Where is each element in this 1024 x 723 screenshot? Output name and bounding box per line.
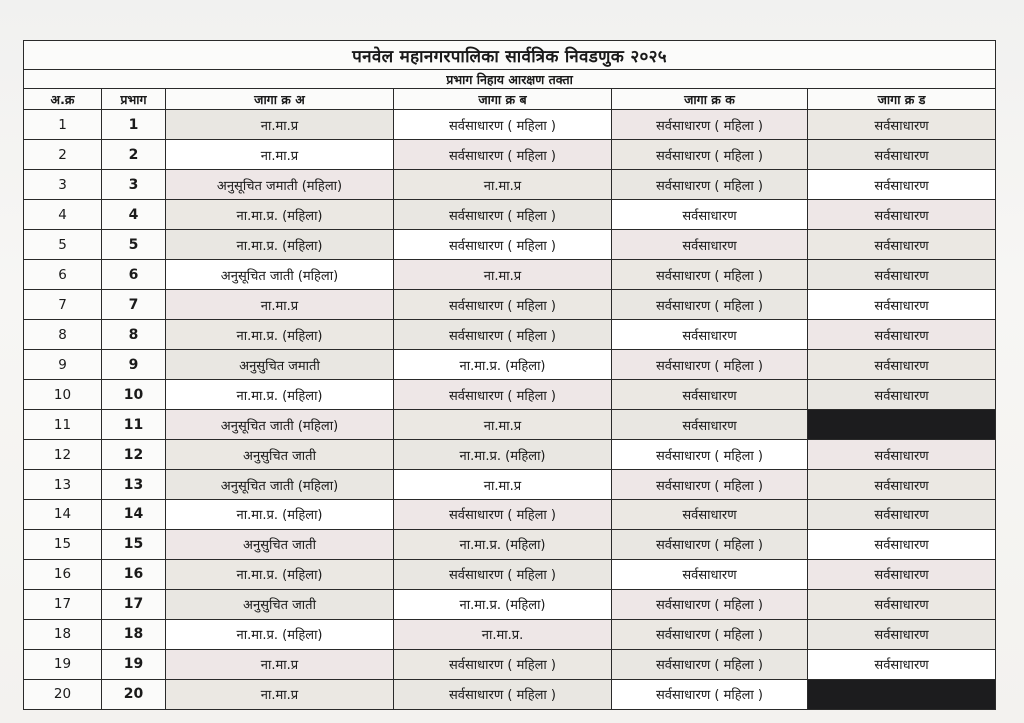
table-row xyxy=(24,500,996,530)
cell-seat-a: ना.मा.प्र xyxy=(166,110,394,140)
column-header-ward: प्रभाग xyxy=(102,89,166,110)
cell-seat-a: ना.मा.प्र. (महिला) xyxy=(166,500,394,530)
table-row xyxy=(24,200,996,230)
cell-seat-b: सर्वसाधारण ( महिला ) xyxy=(394,140,612,170)
cell-serial: 17 xyxy=(24,589,102,619)
cell-seat-a: अनुसुचित जाती xyxy=(166,589,394,619)
cell-serial: 1 xyxy=(24,110,102,140)
cell-seat-a: ना.मा.प्र. (महिला) xyxy=(166,230,394,260)
cell-serial: 6 xyxy=(24,260,102,290)
table-row xyxy=(24,230,996,260)
cell-ward: 18 xyxy=(102,619,166,649)
cell-serial: 20 xyxy=(24,679,102,709)
column-header-seat-d: जागा क्र ड xyxy=(808,89,996,110)
cell-seat-b: सर्वसाधारण ( महिला ) xyxy=(394,679,612,709)
cell-serial: 8 xyxy=(24,320,102,350)
cell-seat-a: ना.मा.प्र. (महिला) xyxy=(166,380,394,410)
cell-serial: 3 xyxy=(24,170,102,200)
table-row xyxy=(24,679,996,709)
cell-seat-c: सर्वसाधारण ( महिला ) xyxy=(612,470,808,500)
column-header-row xyxy=(24,89,996,110)
cell-seat-d: सर्वसाधारण xyxy=(808,440,996,470)
cell-seat-c: सर्वसाधारण ( महिला ) xyxy=(612,619,808,649)
cell-seat-d: सर्वसाधारण xyxy=(808,350,996,380)
cell-seat-a: ना.मा.प्र. (महिला) xyxy=(166,619,394,649)
cell-seat-a: अनुसूचित जाती (महिला) xyxy=(166,410,394,440)
cell-serial: 18 xyxy=(24,619,102,649)
cell-seat-d: सर्वसाधारण xyxy=(808,529,996,559)
cell-ward: 1 xyxy=(102,110,166,140)
cell-ward: 6 xyxy=(102,260,166,290)
cell-ward: 3 xyxy=(102,170,166,200)
cell-ward: 2 xyxy=(102,140,166,170)
table-row xyxy=(24,380,996,410)
cell-seat-b: सर्वसाधारण ( महिला ) xyxy=(394,380,612,410)
cell-seat-a: अनुसुचित जाती xyxy=(166,440,394,470)
cell-seat-a: अनुसुचित जमाती xyxy=(166,350,394,380)
cell-seat-c: सर्वसाधारण ( महिला ) xyxy=(612,260,808,290)
cell-seat-b: सर्वसाधारण ( महिला ) xyxy=(394,320,612,350)
cell-seat-b: सर्वसाधारण ( महिला ) xyxy=(394,110,612,140)
cell-seat-a: ना.मा.प्र xyxy=(166,649,394,679)
cell-seat-d: सर्वसाधारण xyxy=(808,320,996,350)
table-row xyxy=(24,470,996,500)
cell-serial: 14 xyxy=(24,500,102,530)
cell-serial: 16 xyxy=(24,559,102,589)
cell-serial: 15 xyxy=(24,529,102,559)
cell-seat-c: सर्वसाधारण xyxy=(612,410,808,440)
table-subtitle: प्रभाग निहाय आरक्षण तक्ता xyxy=(24,70,996,89)
cell-seat-d: सर्वसाधारण xyxy=(808,380,996,410)
cell-ward: 20 xyxy=(102,679,166,709)
table-row xyxy=(24,290,996,320)
table-row xyxy=(24,529,996,559)
table-row xyxy=(24,589,996,619)
cell-seat-b: ना.मा.प्र. (महिला) xyxy=(394,350,612,380)
cell-seat-d: सर्वसाधारण xyxy=(808,290,996,320)
column-header-seat-c: जागा क्र क xyxy=(612,89,808,110)
cell-seat-c: सर्वसाधारण xyxy=(612,230,808,260)
cell-ward: 17 xyxy=(102,589,166,619)
cell-serial: 12 xyxy=(24,440,102,470)
cell-seat-d: सर्वसाधारण xyxy=(808,619,996,649)
cell-seat-b: सर्वसाधारण ( महिला ) xyxy=(394,230,612,260)
cell-seat-b: ना.मा.प्र. xyxy=(394,619,612,649)
redacted-cell xyxy=(808,679,996,709)
cell-ward: 12 xyxy=(102,440,166,470)
cell-seat-c: सर्वसाधारण ( महिला ) xyxy=(612,589,808,619)
cell-seat-c: सर्वसाधारण ( महिला ) xyxy=(612,529,808,559)
column-header-seat-b: जागा क्र ब xyxy=(394,89,612,110)
cell-seat-b: सर्वसाधारण ( महिला ) xyxy=(394,200,612,230)
cell-serial: 7 xyxy=(24,290,102,320)
cell-seat-d: सर्वसाधारण xyxy=(808,260,996,290)
cell-serial: 10 xyxy=(24,380,102,410)
cell-seat-c: सर्वसाधारण xyxy=(612,559,808,589)
cell-serial: 5 xyxy=(24,230,102,260)
cell-seat-d: सर्वसाधारण xyxy=(808,200,996,230)
cell-serial: 2 xyxy=(24,140,102,170)
cell-ward: 5 xyxy=(102,230,166,260)
cell-seat-a: अनुसूचित जाती (महिला) xyxy=(166,470,394,500)
cell-seat-a: ना.मा.प्र. (महिला) xyxy=(166,559,394,589)
cell-ward: 11 xyxy=(102,410,166,440)
cell-ward: 10 xyxy=(102,380,166,410)
cell-seat-a: ना.मा.प्र. (महिला) xyxy=(166,200,394,230)
cell-seat-d: सर्वसाधारण xyxy=(808,589,996,619)
cell-seat-a: ना.मा.प्र xyxy=(166,290,394,320)
cell-seat-c: सर्वसाधारण xyxy=(612,380,808,410)
cell-seat-c: सर्वसाधारण ( महिला ) xyxy=(612,679,808,709)
cell-ward: 19 xyxy=(102,649,166,679)
cell-seat-a: अनुसुचित जाती xyxy=(166,529,394,559)
cell-seat-c: सर्वसाधारण ( महिला ) xyxy=(612,290,808,320)
cell-ward: 14 xyxy=(102,500,166,530)
cell-seat-b: सर्वसाधारण ( महिला ) xyxy=(394,559,612,589)
table-row xyxy=(24,140,996,170)
cell-ward: 4 xyxy=(102,200,166,230)
cell-serial: 19 xyxy=(24,649,102,679)
table-row xyxy=(24,410,996,440)
cell-seat-d: सर्वसाधारण xyxy=(808,649,996,679)
cell-serial: 11 xyxy=(24,410,102,440)
table-row xyxy=(24,350,996,380)
cell-seat-c: सर्वसाधारण xyxy=(612,500,808,530)
cell-seat-b: ना.मा.प्र xyxy=(394,260,612,290)
cell-seat-b: सर्वसाधारण ( महिला ) xyxy=(394,290,612,320)
column-header-seat-a: जागा क्र अ xyxy=(166,89,394,110)
table-row xyxy=(24,260,996,290)
cell-seat-b: सर्वसाधारण ( महिला ) xyxy=(394,500,612,530)
cell-seat-a: अनुसूचित जमाती (महिला) xyxy=(166,170,394,200)
column-header-serial: अ.क्र xyxy=(24,89,102,110)
cell-seat-b: ना.मा.प्र xyxy=(394,470,612,500)
cell-seat-c: सर्वसाधारण xyxy=(612,200,808,230)
cell-serial: 13 xyxy=(24,470,102,500)
cell-seat-d: सर्वसाधारण xyxy=(808,470,996,500)
cell-seat-b: ना.मा.प्र xyxy=(394,170,612,200)
redacted-cell xyxy=(808,410,996,440)
cell-seat-c: सर्वसाधारण ( महिला ) xyxy=(612,170,808,200)
cell-seat-d: सर्वसाधारण xyxy=(808,559,996,589)
table-row xyxy=(24,320,996,350)
cell-seat-b: ना.मा.प्र. (महिला) xyxy=(394,589,612,619)
table-row xyxy=(24,440,996,470)
table-row xyxy=(24,170,996,200)
cell-seat-c: सर्वसाधारण xyxy=(612,320,808,350)
cell-seat-d: सर्वसाधारण xyxy=(808,500,996,530)
cell-seat-b: ना.मा.प्र. (महिला) xyxy=(394,440,612,470)
cell-seat-a: अनुसूचित जाती (महिला) xyxy=(166,260,394,290)
cell-seat-d: सर्वसाधारण xyxy=(808,110,996,140)
cell-seat-d: सर्वसाधारण xyxy=(808,140,996,170)
cell-ward: 16 xyxy=(102,559,166,589)
table-row xyxy=(24,649,996,679)
cell-serial: 4 xyxy=(24,200,102,230)
cell-ward: 9 xyxy=(102,350,166,380)
cell-ward: 8 xyxy=(102,320,166,350)
table-row xyxy=(24,619,996,649)
cell-serial: 9 xyxy=(24,350,102,380)
cell-seat-c: सर्वसाधारण ( महिला ) xyxy=(612,140,808,170)
cell-seat-c: सर्वसाधारण ( महिला ) xyxy=(612,110,808,140)
cell-seat-c: सर्वसाधारण ( महिला ) xyxy=(612,350,808,380)
cell-seat-a: ना.मा.प्र xyxy=(166,679,394,709)
cell-seat-d: सर्वसाधारण xyxy=(808,170,996,200)
cell-seat-d: सर्वसाधारण xyxy=(808,230,996,260)
reservation-table xyxy=(23,40,996,710)
cell-seat-b: ना.मा.प्र xyxy=(394,410,612,440)
table-row xyxy=(24,559,996,589)
cell-seat-a: ना.मा.प्र xyxy=(166,140,394,170)
cell-seat-b: सर्वसाधारण ( महिला ) xyxy=(394,649,612,679)
cell-ward: 7 xyxy=(102,290,166,320)
document-title: पनवेल महानगरपालिका सार्वत्रिक निवडणुक २०२५ xyxy=(24,41,996,70)
cell-ward: 15 xyxy=(102,529,166,559)
cell-ward: 13 xyxy=(102,470,166,500)
cell-seat-c: सर्वसाधारण ( महिला ) xyxy=(612,649,808,679)
cell-seat-c: सर्वसाधारण ( महिला ) xyxy=(612,440,808,470)
cell-seat-a: ना.मा.प्र. (महिला) xyxy=(166,320,394,350)
table-row xyxy=(24,110,996,140)
cell-seat-b: ना.मा.प्र. (महिला) xyxy=(394,529,612,559)
